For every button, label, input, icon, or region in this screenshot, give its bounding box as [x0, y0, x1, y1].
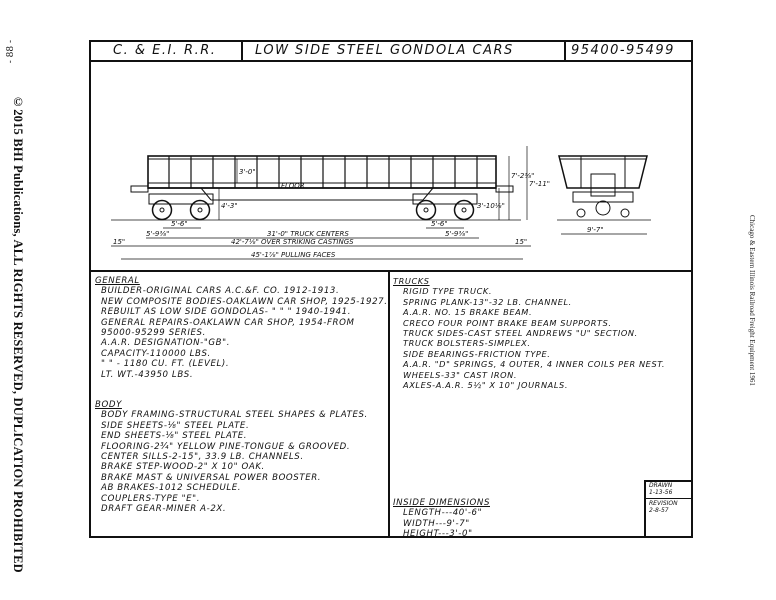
dim-truck-wheelbase-left: 5'-6" [171, 220, 188, 228]
general-line: REBUILT AS LOW SIDE GONDOLAS- " " " 1940-1941. [101, 307, 352, 318]
general-section [95, 276, 388, 380]
stamp-revision-label: REVISION [646, 498, 691, 507]
dim-overhang-left: 15" [113, 238, 126, 246]
body-line: BRAKE MAST & UNIVERSAL POWER BOOSTER. [101, 472, 322, 483]
inside-dimension-line: WIDTH---9'-7" [403, 518, 470, 529]
label-floor: FLOOR [281, 182, 305, 190]
general-line: " " - 1180 CU. FT. (LEVEL). [101, 359, 230, 370]
title-bar [91, 42, 691, 62]
stamp-revision-date: 2-8-57 [649, 507, 669, 514]
dim-side-height: 3'-0" [239, 168, 256, 176]
trucks-line: RIGID TYPE TRUCK. [403, 286, 493, 297]
dim-end-to-truck-right: 5'-9⅜" [445, 230, 469, 238]
trucks-line: SIDE BEARINGS-FRICTION TYPE. [403, 348, 551, 359]
body-line: BODY FRAMING-STRUCTURAL STEEL SHAPES & PLATES. [101, 410, 368, 421]
specifications [91, 272, 691, 540]
general-line: BUILDER-ORIGINAL CARS A.C.&F. CO. 1912-1913. [101, 286, 340, 297]
trucks-line: TRUCK BOLSTERS-SIMPLEX. [403, 338, 531, 349]
right-margin-caption: Chicago & Eastern Illinois Railroad Freight Equipment 1961 [748, 215, 756, 386]
trucks-line: SPRING PLANK-13"-32 LB. CHANNEL. [403, 296, 572, 307]
dim-wheel-height: 4'-3" [221, 202, 238, 210]
body-line: DRAFT GEAR-MINER A-2X. [101, 504, 227, 515]
dim-height-overall: 7'-11" [529, 180, 551, 188]
trucks-line: A.A.R. NO. 15 BRAKE BEAM. [403, 307, 533, 318]
body-heading: BODY [95, 400, 122, 410]
inside-dimension-line: HEIGHT---3'-0" [403, 529, 473, 540]
general-line: A.A.R. DESIGNATION-"GB". [101, 338, 231, 349]
dim-truck-centers: 31'-0" TRUCK CENTERS [267, 230, 349, 238]
left-margin [0, 0, 44, 600]
trucks-line: TRUCK SIDES-CAST STEEL ANDREWS "U" SECTION. [403, 328, 638, 339]
trucks-line: CRECO FOUR POINT BRAKE BEAM SUPPORTS. [403, 317, 612, 328]
general-line: GENERAL REPAIRS-OAKLAWN CAR SHOP, 1954-FROM [101, 317, 355, 328]
dim-truck-wheelbase-right: 5'-6" [431, 220, 448, 228]
general-line: CAPACITY-110000 LBS. [101, 348, 211, 359]
dim-rail-height: 3'-10⅛" [477, 202, 505, 210]
revision-stamp [644, 480, 691, 536]
body-line: SIDE SHEETS-⅛" STEEL PLATE. [101, 420, 250, 431]
trucks-line: AXLES-A.A.R. 5½" X 10" JOURNALS. [403, 380, 569, 391]
dim-end-to-truck-left: 5'-9⅜" [146, 230, 170, 238]
diagram-sheet [89, 40, 693, 538]
title-road: C. & E.I. R.R. [113, 43, 217, 58]
trucks-line: A.A.R. "D" SPRINGS, 4 OUTER, 4 INNER COILS PER NEST. [403, 359, 666, 370]
dim-over-striking: 42'-7⅛" OVER STRIKING CASTINGS [231, 238, 354, 246]
dim-overhang-right: 15" [515, 238, 528, 246]
general-line: 95000-95299 SERIES. [101, 328, 206, 339]
trucks-heading: TRUCKS [393, 276, 430, 286]
body-line: FLOORING-2¾" YELLOW PINE-TONGUE & GROOVED. [101, 441, 351, 452]
inside-dimensions-heading: INSIDE DIMENSIONS [393, 498, 490, 508]
page-number: - 88 - [6, 40, 16, 64]
body-section [95, 400, 368, 514]
general-line: LT. WT.-43950 LBS. [101, 369, 194, 380]
title-car-numbers: 95400-95499 [571, 43, 675, 58]
body-line: COUPLERS-TYPE "E". [101, 493, 201, 504]
inside-dimensions-section [393, 498, 490, 540]
general-line: NEW COMPOSITE BODIES-OAKLAWN CAR SHOP, 1925-1927. [101, 296, 388, 307]
copyright-notice: ©2015 BHI Publications, ALL RIGHTS RESERVED, DUPLICATION PROHIBITED [11, 95, 25, 573]
dim-pulling-faces: 45'-1⅞" PULLING FACES [251, 251, 336, 259]
dim-end-width: 9'-7" [587, 226, 604, 234]
body-line: BRAKE STEP-WOOD-2" X 10" OAK. [101, 462, 265, 473]
trucks-line: WHEELS-33" CAST IRON. [403, 369, 518, 380]
trucks-section [393, 276, 665, 390]
body-line: CENTER SILLS-2-15", 33.9 LB. CHANNELS. [101, 452, 304, 463]
elevation-drawing [91, 62, 691, 272]
dim-height-top: 7'-2⅛" [511, 172, 535, 180]
stamp-drawn-label: DRAWN [649, 482, 673, 489]
body-line: END SHEETS-⅛" STEEL PLATE. [101, 431, 248, 442]
inside-dimension-line: LENGTH---40'-6" [403, 508, 483, 519]
car-elevation-svg [91, 62, 691, 272]
title-car-type: LOW SIDE STEEL GONDOLA CARS [255, 43, 514, 58]
general-heading: GENERAL [95, 276, 140, 286]
body-line: AB BRAKES-1012 SCHEDULE. [101, 483, 242, 494]
stamp-drawn-date: 1-13-56 [649, 489, 673, 496]
